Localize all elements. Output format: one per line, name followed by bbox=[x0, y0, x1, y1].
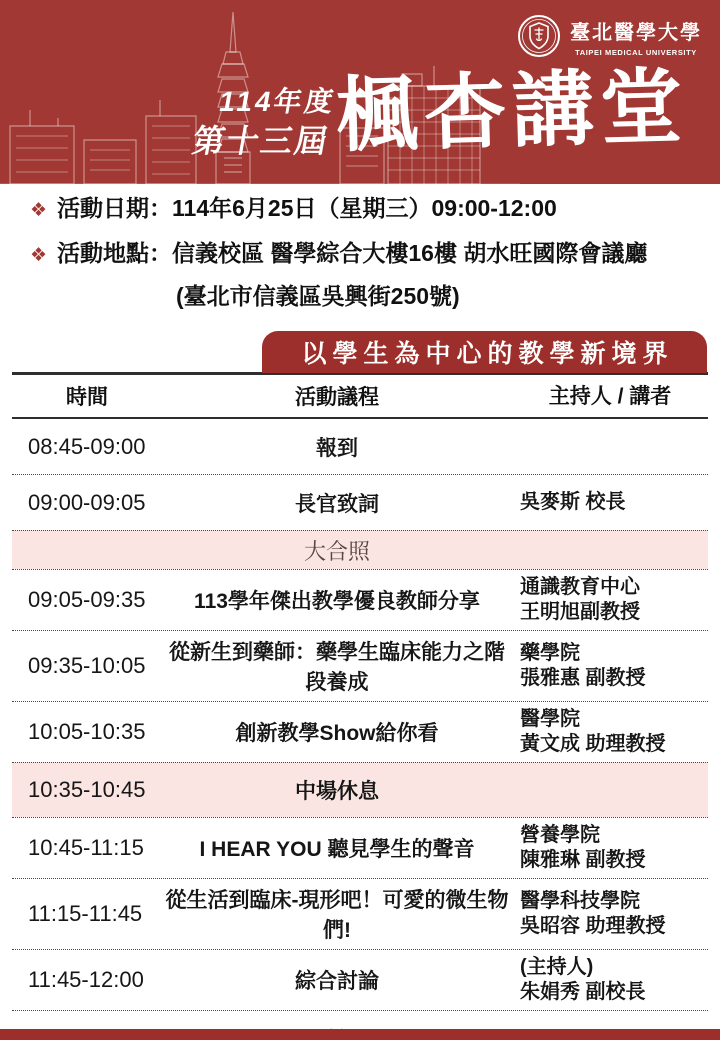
speaker-cell: 醫學科技學院 吳昭容 助理教授 bbox=[520, 890, 666, 937]
location-value: 信義校區 醫學綜合大樓16樓 胡水旺國際會議廳 bbox=[172, 239, 648, 266]
col-time-header: 時間 bbox=[66, 386, 108, 409]
date-value: 114年6月25日（星期三）09:00-12:00 bbox=[172, 195, 557, 221]
tmu-seal-icon bbox=[517, 14, 561, 58]
agenda-cell: 從生活到臨床-現形吧！可愛的微生物們! bbox=[165, 889, 509, 942]
event-title-calligraphy: 楓杏講堂 bbox=[334, 58, 690, 164]
speaker-cell: 營養學院 陳雅琳 副教授 bbox=[520, 824, 646, 871]
schedule-row bbox=[12, 817, 708, 878]
logo-en-name: TAIPEI MEDICAL UNIVERSITY bbox=[575, 47, 697, 57]
table-header-row bbox=[12, 375, 708, 419]
agenda-cell: I HEAR YOU 聽見學生的聲音 bbox=[199, 838, 475, 861]
time-cell: 09:00-09:05 bbox=[28, 489, 146, 515]
logo-text bbox=[570, 16, 702, 57]
speaker-cell: (主持人) 朱娟秀 副校長 bbox=[520, 956, 646, 1003]
schedule-row bbox=[12, 530, 708, 569]
agenda-cell: 大合照 bbox=[303, 538, 370, 564]
time-cell: 09:35-10:05 bbox=[28, 653, 146, 678]
time-cell: 11:45-12:00 bbox=[28, 967, 144, 992]
schedule-row bbox=[12, 878, 708, 949]
diamond-bullet-icon: ❖ bbox=[30, 244, 48, 266]
theme-banner bbox=[262, 331, 707, 373]
footer-bar bbox=[0, 1029, 720, 1040]
hero-banner bbox=[0, 0, 720, 184]
theme-banner-text: 以學生為中心的教學新境界 bbox=[301, 340, 674, 368]
schedule-rows bbox=[12, 419, 708, 1040]
schedule-row bbox=[12, 762, 708, 817]
location-address: (臺北市信義區吳興街250號) bbox=[176, 282, 460, 309]
agenda-cell: 中場休息 bbox=[295, 780, 379, 803]
agenda-cell: 創新教學Show給你看 bbox=[235, 722, 439, 745]
time-cell: 10:05-10:35 bbox=[28, 719, 146, 744]
agenda-cell: 長官致詞 bbox=[295, 492, 379, 516]
col-agenda-header: 活動議程 bbox=[295, 386, 379, 409]
edition-lines bbox=[183, 86, 338, 160]
speaker-cell: 吳麥斯 校長 bbox=[520, 491, 626, 513]
schedule-row bbox=[12, 949, 708, 1010]
speaker-cell: 藥學院 張雅惠 副教授 bbox=[520, 642, 646, 689]
time-cell: 09:05-09:35 bbox=[28, 587, 146, 612]
info-date-row bbox=[30, 194, 710, 224]
tmu-logo bbox=[517, 14, 702, 58]
schedule-row bbox=[12, 474, 708, 530]
diamond-bullet-icon: ❖ bbox=[30, 200, 48, 221]
col-speaker-header: 主持人 / 講者 bbox=[548, 384, 672, 408]
location-label: 活動地點： bbox=[57, 239, 172, 266]
speaker-cell: 醫學院 黃文成 助理教授 bbox=[520, 708, 666, 755]
edition-year: 114年度 bbox=[216, 86, 339, 117]
info-location-row bbox=[30, 239, 710, 269]
time-cell: 11:15-11:45 bbox=[28, 901, 143, 926]
schedule-row bbox=[12, 630, 708, 701]
schedule-row bbox=[12, 701, 708, 762]
time-cell: 08:45-09:00 bbox=[28, 433, 146, 459]
agenda-cell: 113學年傑出教學優良教師分享 bbox=[194, 590, 480, 613]
info-section bbox=[30, 194, 710, 312]
date-label: 活動日期： bbox=[57, 195, 172, 221]
speaker-cell: 通識教育中心 王明旭副教授 bbox=[520, 576, 640, 623]
schedule-row bbox=[12, 569, 708, 630]
agenda-cell: 綜合討論 bbox=[295, 970, 379, 993]
schedule-row bbox=[12, 419, 708, 474]
time-cell: 10:35-10:45 bbox=[28, 777, 146, 802]
schedule-table bbox=[12, 372, 708, 1040]
agenda-cell: 報到 bbox=[316, 436, 358, 460]
agenda-cell: 從新生到藥師：藥學生臨床能力之階段養成 bbox=[169, 641, 505, 694]
time-cell: 10:45-11:15 bbox=[28, 835, 144, 860]
logo-cjk-name: 臺北醫學大學 bbox=[570, 19, 702, 44]
edition-session: 第十三屆 bbox=[189, 123, 332, 160]
